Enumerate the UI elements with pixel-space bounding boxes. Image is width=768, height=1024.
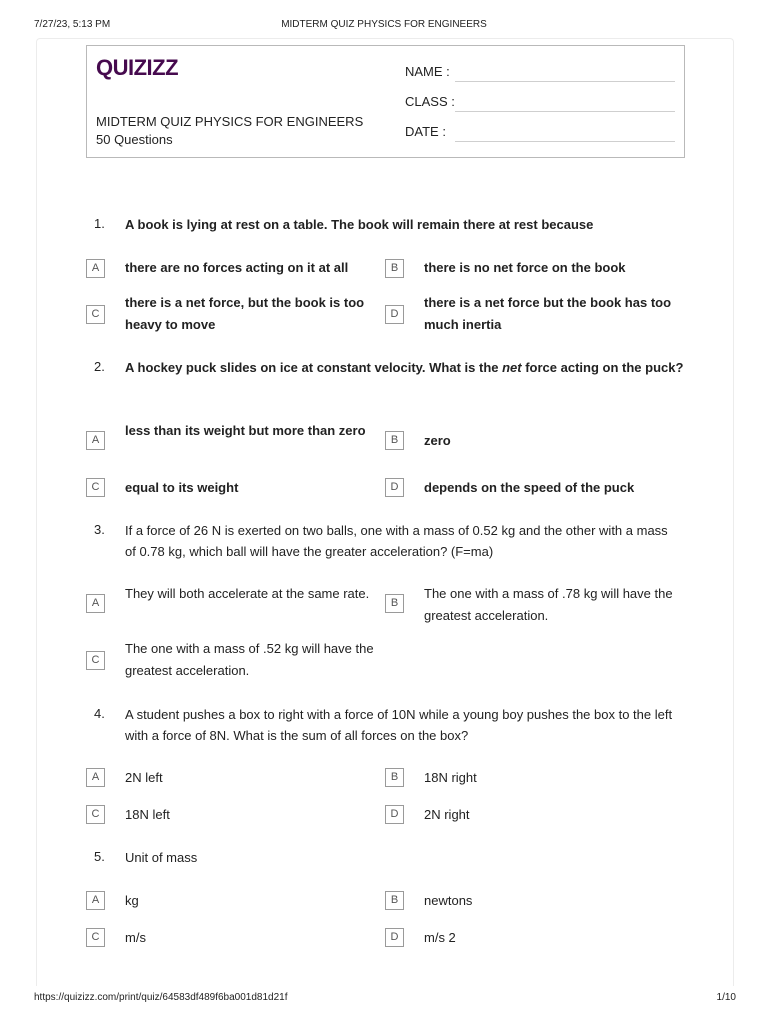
option-a	[86, 583, 376, 629]
option-letter-box: A	[86, 259, 105, 278]
date-line	[455, 141, 675, 142]
question-text: A book is lying at rest on a table. The book will remain there at rest because	[125, 217, 594, 232]
option-c	[86, 638, 376, 684]
option-text: zero	[424, 433, 451, 448]
quiz-header-box	[86, 45, 685, 158]
option-letter-box: C	[86, 305, 105, 324]
option-text: 18N left	[125, 807, 170, 822]
date-label: DATE :	[405, 124, 446, 139]
option-text: 2N left	[125, 770, 163, 785]
question-text	[125, 357, 685, 378]
print-datetime: 7/27/23, 5:13 PM	[34, 19, 111, 30]
quizizz-logo: QUIZIZZ	[96, 55, 179, 80]
option-text: 2N right	[424, 807, 470, 822]
question-number: 3.	[94, 522, 105, 537]
print-title: MIDTERM QUIZ PHYSICS FOR ENGINEERS	[281, 19, 487, 30]
option-letter-box: D	[385, 805, 404, 824]
question-number: 1.	[94, 216, 105, 231]
question-text: A student pushes a box to right with a force of 10N while a young boy pushes the box to the left with a force of 8N. What is the sum of all forces on the box?	[125, 707, 673, 743]
option-a	[86, 257, 376, 297]
print-footer	[0, 992, 768, 1004]
option-letter-box: B	[385, 768, 404, 787]
option-c	[86, 804, 376, 844]
class-field	[405, 94, 675, 112]
page-number: 1/10	[716, 992, 736, 1003]
quiz-title: MIDTERM QUIZ PHYSICS FOR ENGINEERS	[96, 114, 364, 129]
option-letter-box: D	[385, 478, 404, 497]
option-text: m/s	[125, 930, 146, 945]
option-b	[385, 767, 675, 807]
option-text: newtons	[424, 893, 473, 908]
option-letter-box: C	[86, 928, 105, 947]
option-d	[385, 292, 675, 338]
option-letter-box: D	[385, 305, 404, 324]
option-b	[385, 583, 675, 629]
option-a	[86, 767, 376, 807]
option-text: m/s 2	[424, 930, 456, 945]
option-text: there is a net force, but the book is too heavy to move	[125, 295, 365, 332]
question-count: 50 Questions	[96, 132, 173, 147]
option-text: kg	[125, 893, 139, 908]
question-number: 4.	[94, 706, 105, 721]
option-c	[86, 477, 376, 517]
option-letter-box: B	[385, 594, 404, 613]
name-field	[405, 64, 675, 82]
option-letter-box: A	[86, 768, 105, 787]
option-text: there is a net force but the book has too much inertia	[424, 295, 672, 332]
option-letter-box: B	[385, 259, 404, 278]
option-letter-box: C	[86, 651, 105, 670]
option-letter-box: D	[385, 928, 404, 947]
option-d	[385, 927, 675, 967]
option-d	[385, 804, 675, 844]
option-text: depends on the speed of the puck	[424, 480, 635, 495]
option-c	[86, 292, 376, 338]
question-text-start: A hockey puck slides on ice at constant velocity. What is the	[125, 360, 503, 375]
option-b	[385, 430, 675, 470]
date-field	[405, 124, 675, 142]
option-d	[385, 477, 675, 517]
option-letter-box: B	[385, 431, 404, 450]
option-text: there are no forces acting on it at all	[125, 260, 349, 275]
option-letter-box: C	[86, 478, 105, 497]
option-text: there is no net force on the book	[424, 260, 626, 275]
question-text: Unit of mass	[125, 850, 198, 865]
option-letter-box: C	[86, 805, 105, 824]
option-text: 18N right	[424, 770, 477, 785]
option-letter-box: A	[86, 594, 105, 613]
question-text-emphasis: net	[502, 360, 522, 375]
option-letter-box: A	[86, 431, 105, 450]
option-c	[86, 927, 376, 967]
option-text: The one with a mass of .52 kg will have the greatest acceleration.	[125, 641, 374, 678]
name-line	[455, 81, 675, 82]
print-url: https://quizizz.com/print/quiz/64583df489f6ba001d81d21f	[34, 992, 288, 1003]
option-letter-box: B	[385, 891, 404, 910]
option-text: The one with a mass of .78 kg will have the greatest acceleration.	[424, 586, 673, 623]
option-a	[86, 890, 376, 930]
question-number: 2.	[94, 359, 105, 374]
question-number: 5.	[94, 849, 105, 864]
question-text: If a force of 26 N is exerted on two balls, one with a mass of 0.52 kg and the other with a mass of 0.78 kg, which ball will have the greater acceleration? (F=ma)	[125, 523, 668, 559]
class-label: CLASS :	[405, 94, 455, 109]
option-text: They will both accelerate at the same rate.	[125, 586, 370, 601]
class-line	[455, 111, 675, 112]
question-text-end: force acting on the puck?	[521, 360, 684, 375]
option-letter-box: A	[86, 891, 105, 910]
option-a	[86, 420, 376, 466]
option-b	[385, 890, 675, 930]
name-label: NAME :	[405, 64, 450, 79]
print-header	[0, 19, 768, 31]
option-b	[385, 257, 675, 297]
option-text: less than its weight but more than zero	[125, 423, 366, 438]
option-text: equal to its weight	[125, 480, 239, 495]
